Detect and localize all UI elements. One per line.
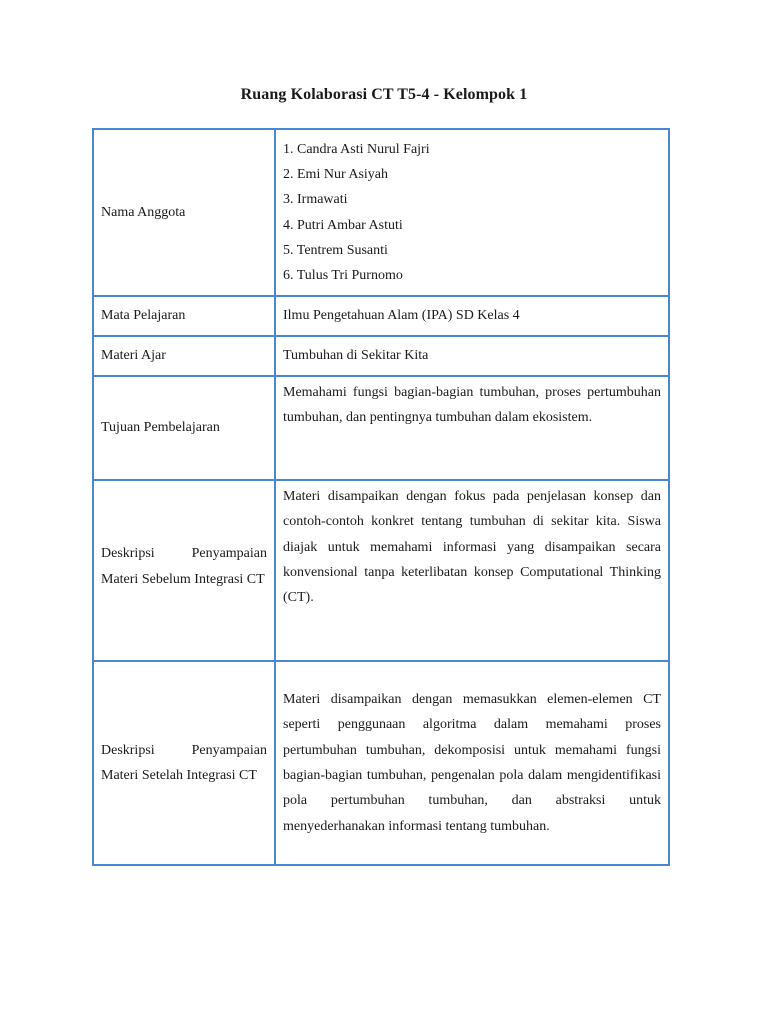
label-mata-pelajaran: Mata Pelajaran bbox=[93, 296, 275, 336]
value-mata-pelajaran: Ilmu Pengetahuan Alam (IPA) SD Kelas 4 bbox=[275, 296, 669, 336]
member-item: 6. Tulus Tri Purnomo bbox=[283, 268, 403, 284]
value-materi-ajar: Tumbuhan di Sekitar Kita bbox=[275, 336, 669, 376]
label-setelah: Deskripsi Penyampaian Materi Setelah Integrasi CT bbox=[93, 661, 275, 865]
label-nama-anggota: Nama Anggota bbox=[93, 129, 275, 296]
row-tujuan bbox=[93, 376, 669, 480]
label-sebelum: Deskripsi Penyampaian Materi Sebelum Integrasi CT bbox=[93, 480, 275, 661]
value-setelah: Materi disampaikan dengan memasukkan elemen-elemen CT seperti penggunaan algoritma dalam memahami proses pertumbuhan tumbuhan, dekomposisi untuk memahami fungsi bagian-bagian tumbuhan, pengenalan pola dalam mengidentifikasi pola pertumbuhan tumbuhan, dan abstraksi untuk menyederhanakan informasi tentang tumbuhan. bbox=[275, 661, 669, 865]
row-setelah bbox=[93, 661, 669, 865]
member-item: 2. Emi Nur Asiyah bbox=[283, 166, 388, 182]
member-item: 3. Irmawati bbox=[283, 192, 348, 208]
members-cell bbox=[275, 129, 669, 296]
label-tujuan: Tujuan Pembelajaran bbox=[93, 376, 275, 480]
member-item: 4. Putri Ambar Astuti bbox=[283, 217, 403, 233]
row-materi-ajar bbox=[93, 336, 669, 376]
document-title: Ruang Kolaborasi CT T5-4 - Kelompok 1 bbox=[240, 86, 528, 103]
row-nama-anggota bbox=[93, 129, 669, 296]
member-list bbox=[283, 137, 661, 289]
info-table bbox=[92, 128, 670, 866]
member-item: 5. Tentrem Susanti bbox=[283, 242, 388, 258]
row-sebelum bbox=[93, 480, 669, 661]
value-tujuan: Memahami fungsi bagian-bagian tumbuhan, proses pertumbuhan tumbuhan, dan pentingnya tumbuhan dalam ekosistem. bbox=[275, 376, 669, 480]
member-item: 1. Candra Asti Nurul Fajri bbox=[283, 141, 430, 157]
value-sebelum: Materi disampaikan dengan fokus pada penjelasan konsep dan contoh-contoh konkret tentang tumbuhan di sekitar kita. Siswa diajak untuk memahami informasi yang disampaikan secara konvensional tanpa keterlibatan konsep Computational Thinking (CT). bbox=[275, 480, 669, 661]
row-mata-pelajaran bbox=[93, 296, 669, 336]
label-materi-ajar: Materi Ajar bbox=[93, 336, 275, 376]
